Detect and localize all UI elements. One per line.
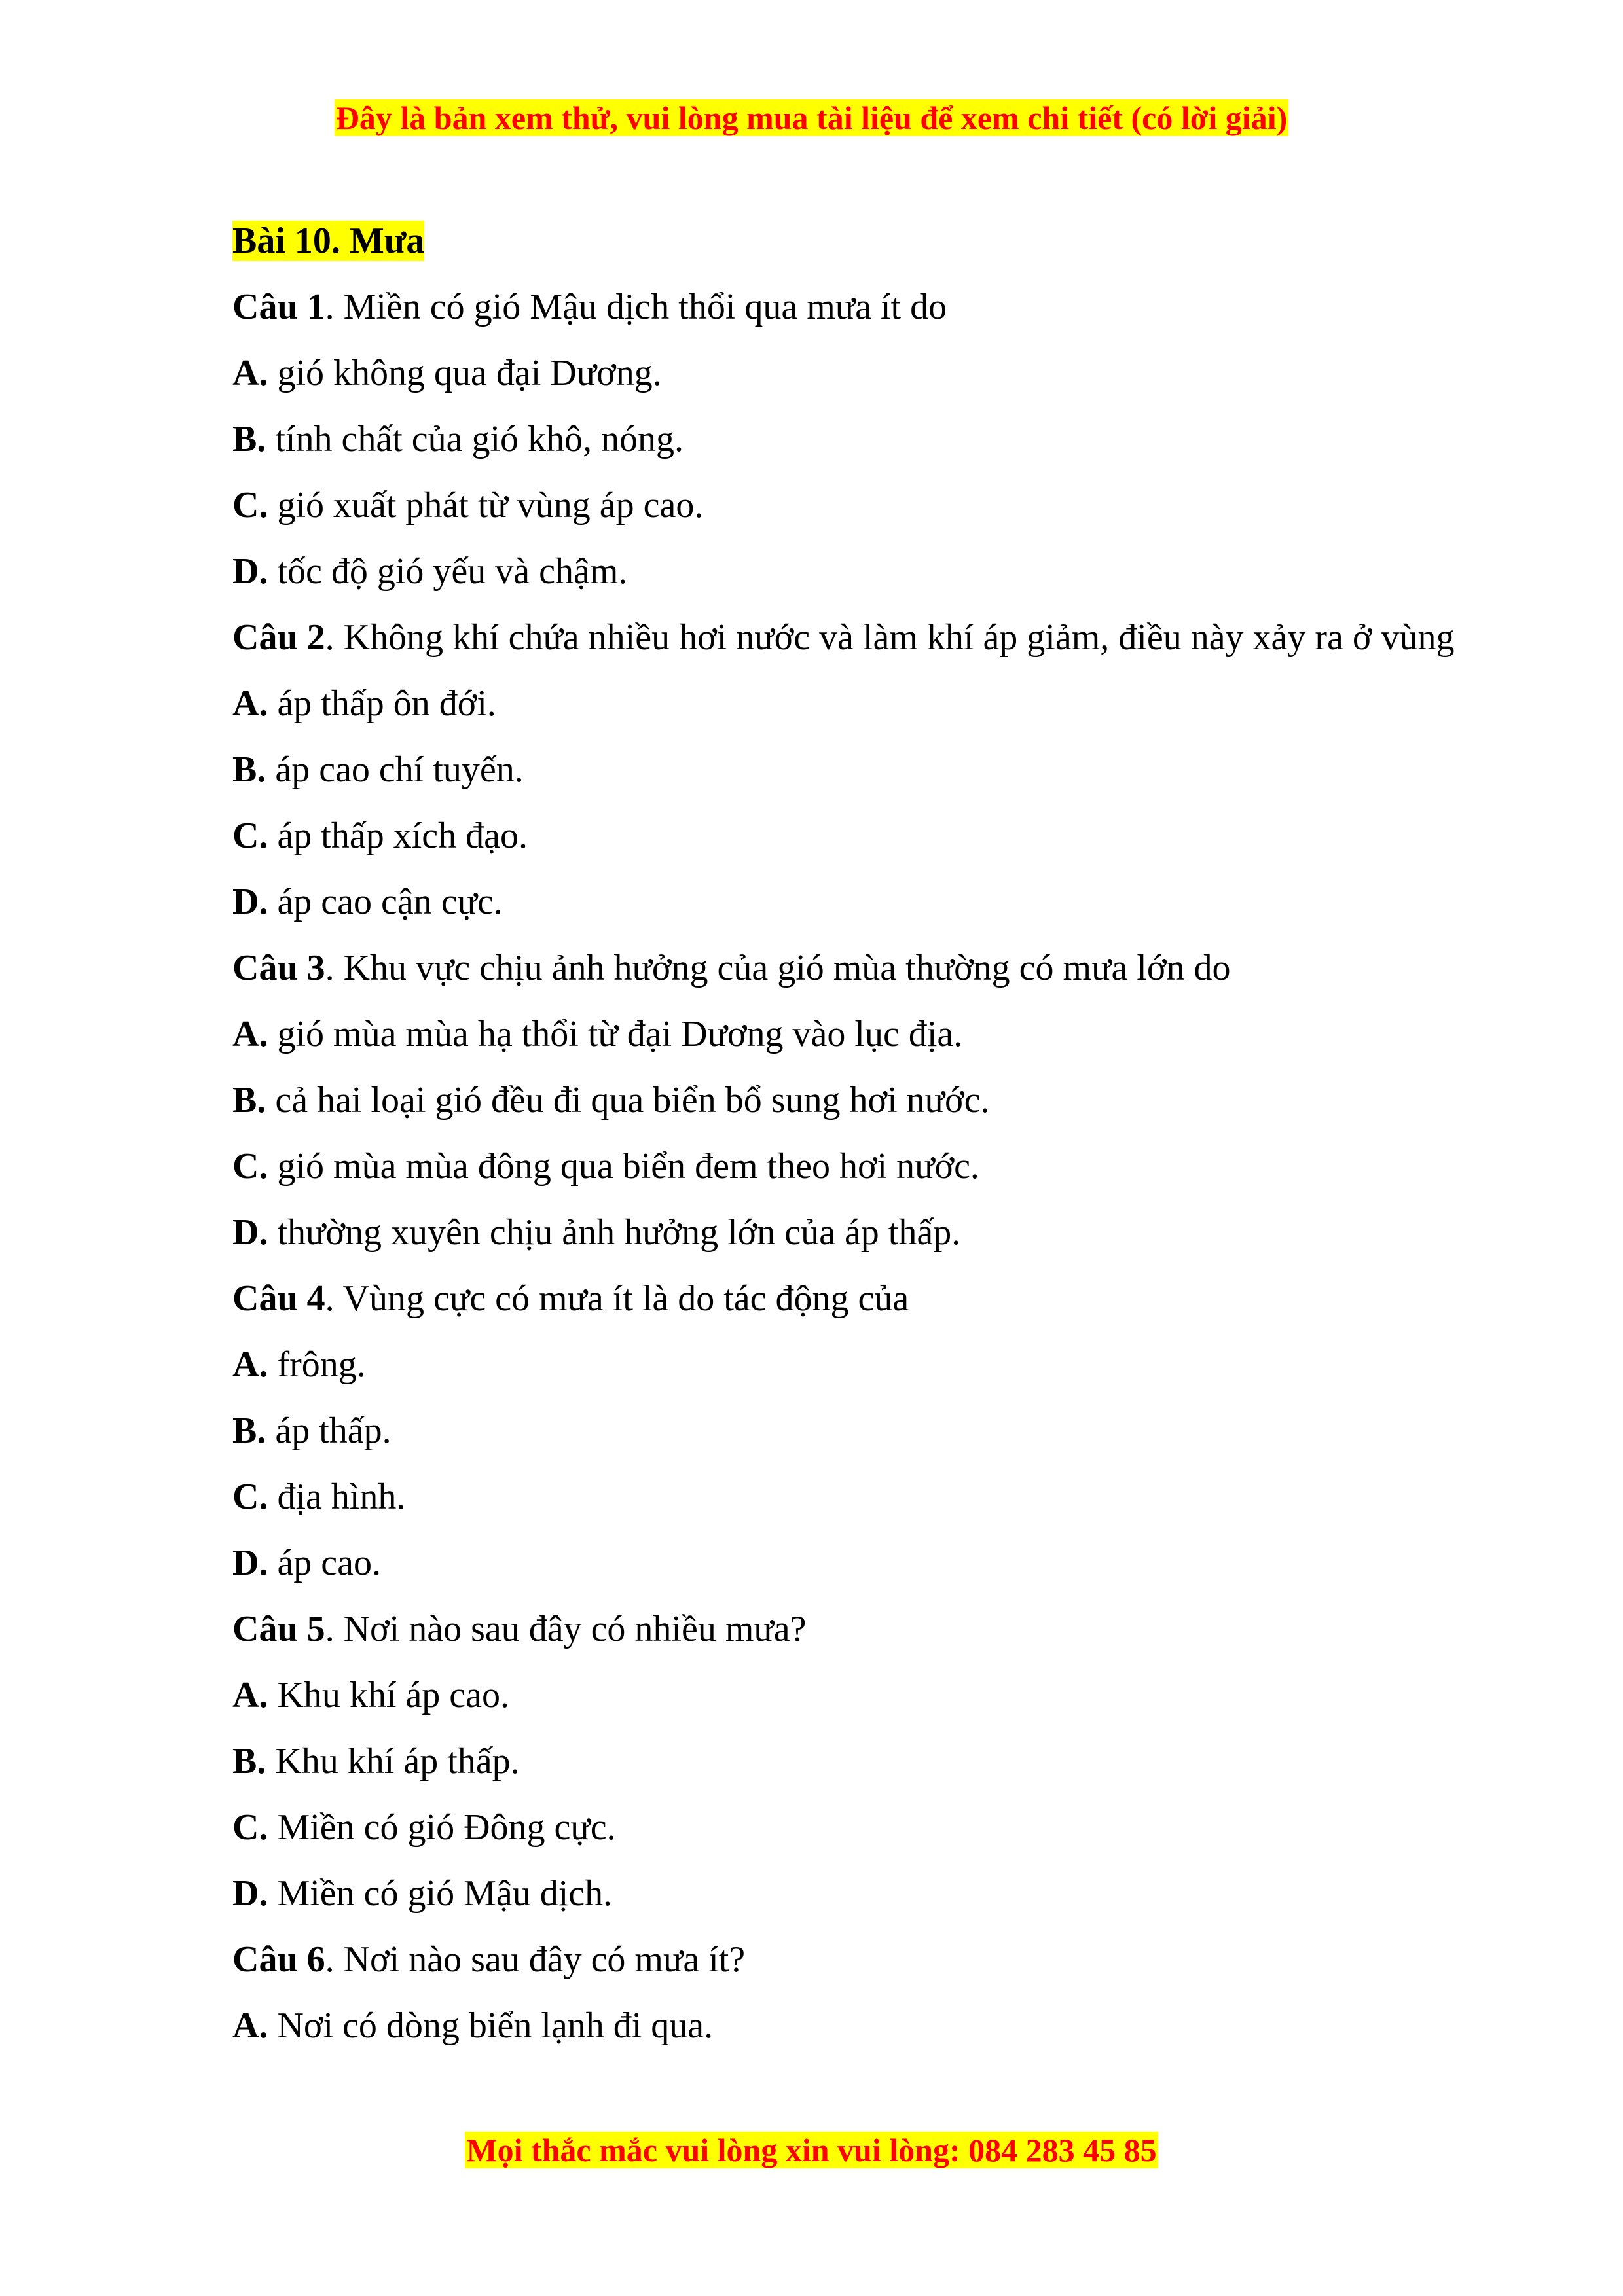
option-text: cả hai loại gió đều đi qua biển bổ sung hơi nước.	[266, 1080, 990, 1121]
option-text: gió mùa mùa hạ thổi từ đại Dương vào lục địa.	[268, 1014, 963, 1054]
question-label: Câu 1	[232, 287, 325, 327]
option-letter: B.	[232, 1741, 266, 1782]
option-letter: C.	[232, 1146, 268, 1187]
option-text: địa hình.	[268, 1477, 406, 1517]
question-text: . Miền có gió Mậu dịch thổi qua mưa ít do	[325, 287, 947, 327]
option-text: Nơi có dòng biển lạnh đi qua.	[268, 2005, 714, 2046]
option-text: áp thấp ôn đới.	[268, 683, 496, 724]
answer-option-d	[232, 1861, 1480, 1927]
option-letter: A.	[232, 1344, 268, 1385]
option-letter: D.	[232, 1543, 268, 1583]
answer-option-c	[232, 473, 1480, 539]
option-letter: A.	[232, 683, 268, 724]
answer-option-d	[232, 1530, 1480, 1596]
option-letter: A.	[232, 1014, 268, 1054]
question-stem	[232, 1596, 1480, 1662]
question-stem	[232, 274, 1480, 340]
answer-option-a	[232, 671, 1480, 737]
question-stem	[232, 935, 1480, 1001]
answer-option-b	[232, 737, 1480, 803]
option-text: Khu khí áp cao.	[268, 1675, 510, 1715]
question-4	[232, 1266, 1480, 1596]
option-letter: D.	[232, 882, 268, 922]
option-text: gió mùa mùa đông qua biển đem theo hơi nước.	[268, 1146, 979, 1187]
answer-option-a	[232, 1001, 1480, 1067]
answer-option-b	[232, 1398, 1480, 1464]
answer-option-a	[232, 1332, 1480, 1398]
question-label: Câu 4	[232, 1278, 325, 1319]
answer-option-a	[232, 340, 1480, 406]
option-text: áp cao chí tuyến.	[266, 749, 524, 790]
question-text: . Nơi nào sau đây có mưa ít?	[325, 1939, 746, 1980]
option-text: frông.	[268, 1344, 366, 1385]
document-body	[232, 208, 1480, 2059]
answer-option-d	[232, 1200, 1480, 1266]
option-letter: D.	[232, 1212, 268, 1253]
preview-notice-banner	[0, 98, 1623, 137]
option-text: gió xuất phát từ vùng áp cao.	[268, 485, 704, 526]
option-text: áp thấp xích đạo.	[268, 816, 528, 856]
answer-option-b	[232, 1729, 1480, 1795]
question-5	[232, 1596, 1480, 1927]
option-text: tính chất của gió khô, nóng.	[266, 419, 684, 459]
answer-option-d	[232, 539, 1480, 605]
option-letter: B.	[232, 419, 266, 459]
answer-option-b	[232, 406, 1480, 473]
option-letter: C.	[232, 1477, 268, 1517]
option-text: áp cao.	[268, 1543, 382, 1583]
question-6	[232, 1927, 1480, 2059]
question-stem	[232, 605, 1480, 671]
option-text: Miền có gió Đông cực.	[268, 1807, 616, 1848]
option-letter: D.	[232, 551, 268, 592]
option-letter: C.	[232, 485, 268, 526]
option-letter: B.	[232, 749, 266, 790]
question-label: Câu 6	[232, 1939, 325, 1980]
option-letter: A.	[232, 353, 268, 393]
question-1	[232, 274, 1480, 605]
option-text: Khu khí áp thấp.	[266, 1741, 520, 1782]
option-letter: B.	[232, 1410, 266, 1451]
lesson-title-text: Bài 10. Mưa	[232, 221, 425, 261]
option-text: thường xuyên chịu ảnh hưởng lớn của áp thấp.	[268, 1212, 961, 1253]
preview-notice-text: Đây là bản xem thử, vui lòng mua tài liệu để xem chi tiết (có lời giải)	[335, 99, 1288, 136]
question-3	[232, 935, 1480, 1266]
contact-footer-banner	[0, 2130, 1623, 2170]
question-2	[232, 605, 1480, 935]
answer-option-d	[232, 869, 1480, 935]
answer-option-c	[232, 803, 1480, 869]
question-text: . Vùng cực có mưa ít là do tác động của	[325, 1278, 909, 1319]
option-text: áp thấp.	[266, 1410, 392, 1451]
answer-option-a	[232, 1993, 1480, 2059]
question-stem	[232, 1266, 1480, 1332]
contact-footer-text: Mọi thắc mắc vui lòng xin vui lòng: 084 283 45 85	[466, 2132, 1157, 2168]
answer-option-c	[232, 1795, 1480, 1861]
question-label: Câu 3	[232, 948, 325, 988]
answer-option-a	[232, 1662, 1480, 1729]
question-label: Câu 5	[232, 1609, 325, 1649]
option-text: áp cao cận cực.	[268, 882, 503, 922]
answer-option-b	[232, 1067, 1480, 1134]
option-letter: A.	[232, 2005, 268, 2046]
question-text: . Nơi nào sau đây có nhiều mưa?	[325, 1609, 807, 1649]
lesson-title	[232, 208, 1480, 274]
question-text: . Khu vực chịu ảnh hưởng của gió mùa thường có mưa lớn do	[325, 948, 1231, 988]
option-letter: C.	[232, 816, 268, 856]
option-letter: D.	[232, 1873, 268, 1914]
option-letter: C.	[232, 1807, 268, 1848]
answer-option-c	[232, 1464, 1480, 1530]
answer-option-c	[232, 1134, 1480, 1200]
option-text: tốc độ gió yếu và chậm.	[268, 551, 628, 592]
question-stem	[232, 1927, 1480, 1993]
option-letter: A.	[232, 1675, 268, 1715]
option-text: Miền có gió Mậu dịch.	[268, 1873, 613, 1914]
option-text: gió không qua đại Dương.	[268, 353, 662, 393]
option-letter: B.	[232, 1080, 266, 1121]
question-text: . Không khí chứa nhiều hơi nước và làm khí áp giảm, điều này xảy ra ở vùng	[325, 617, 1455, 658]
question-label: Câu 2	[232, 617, 325, 658]
